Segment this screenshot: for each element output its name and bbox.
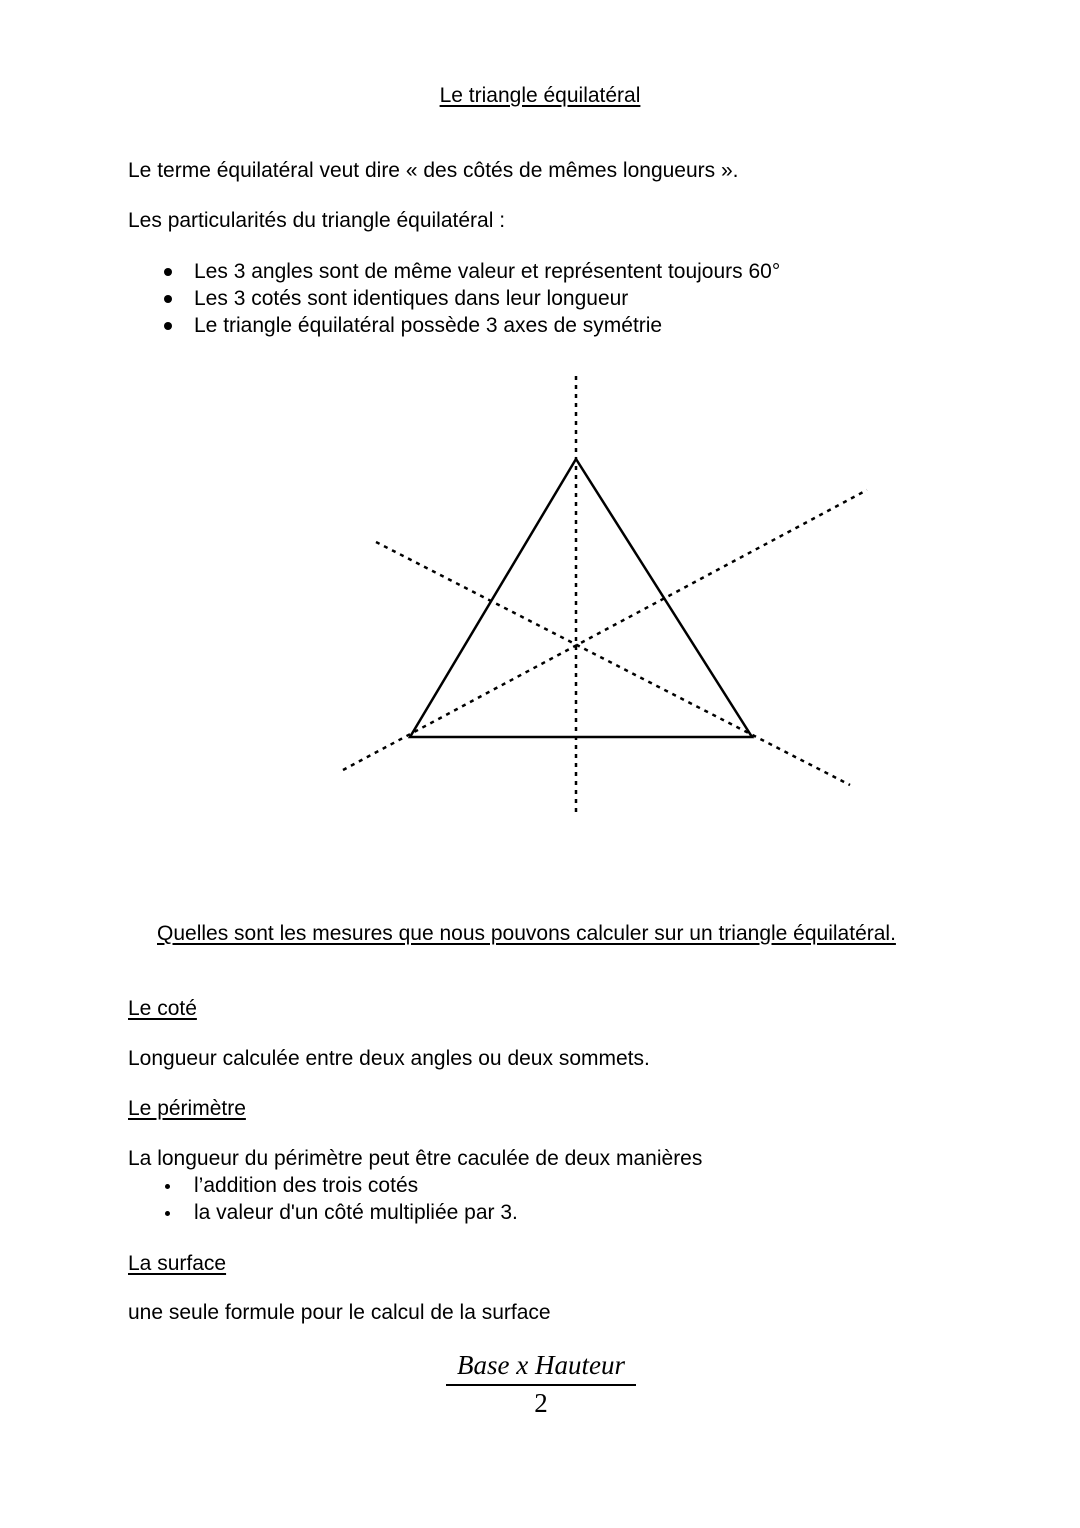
list-item: [194, 1199, 518, 1226]
list-item: [194, 312, 780, 339]
section-text-cote: Longueur calculée entre deux angles ou deux sommets.: [128, 1047, 650, 1070]
bullet-icon: [164, 322, 172, 330]
section-heading-perimetre: Le périmètre: [128, 1097, 246, 1120]
symmetry-axis-ascending: [343, 490, 867, 770]
list-item-text: l’addition des trois cotés: [194, 1174, 419, 1197]
particularities-list: [194, 258, 780, 339]
particularities-heading: Les particularités du triangle équilatéral :: [128, 209, 506, 232]
section-text-perimetre: La longueur du périmètre peut être caculée de deux manières: [128, 1147, 703, 1170]
page-title: Le triangle équilatéral: [439, 84, 641, 107]
section-text-surface: une seule formule pour le calcul de la surface: [128, 1301, 551, 1324]
surface-formula: [446, 1348, 636, 1420]
list-item: [194, 258, 780, 285]
section-heading-surface: La surface: [128, 1252, 227, 1275]
list-item-text: Le triangle équilatéral possède 3 axes de symétrie: [194, 314, 663, 337]
list-item: [194, 1172, 518, 1199]
bullet-icon: [165, 1184, 170, 1189]
formula-denominator: 2: [534, 1388, 548, 1418]
symmetry-axis-descending: [376, 542, 850, 785]
formula-numerator: Base x Hauteur: [446, 1348, 636, 1386]
intro-text: Le terme équilatéral veut dire « des côtés de mêmes longueurs ».: [128, 159, 739, 182]
bullet-icon: [165, 1211, 170, 1216]
equilateral-triangle-diagram: [0, 370, 1080, 830]
question-heading: Quelles sont les mesures que nous pouvons calculer sur un triangle équilatéral.: [157, 922, 896, 945]
list-item-text: Les 3 cotés sont identiques dans leur longueur: [194, 287, 629, 310]
bullet-icon: [164, 268, 172, 276]
perimetre-list: [194, 1172, 518, 1226]
triangle: [410, 459, 752, 737]
list-item-text: Les 3 angles sont de même valeur et représentent toujours 60°: [194, 260, 781, 283]
list-item: [194, 285, 780, 312]
bullet-icon: [164, 295, 172, 303]
section-heading-cote: Le coté: [128, 997, 197, 1020]
list-item-text: la valeur d'un côté multipliée par 3.: [194, 1201, 518, 1224]
